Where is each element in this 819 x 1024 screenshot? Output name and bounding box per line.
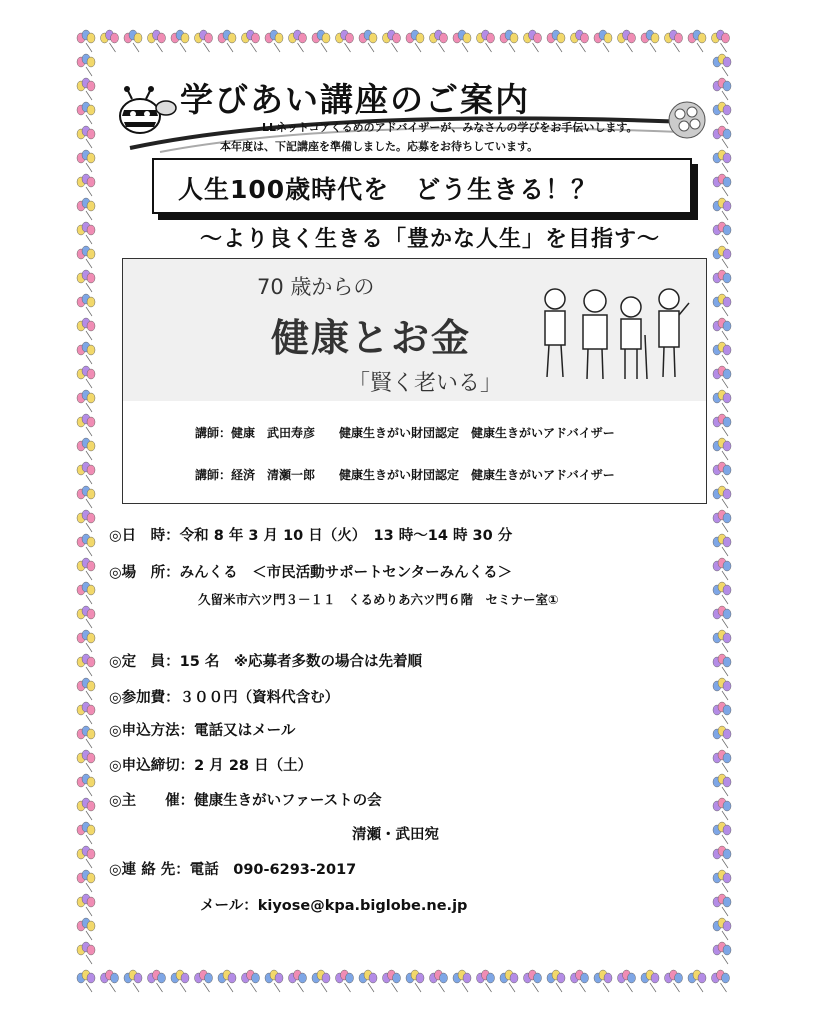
balloon-icon bbox=[712, 30, 730, 52]
balloon-icon bbox=[713, 822, 731, 844]
balloon-icon bbox=[77, 126, 95, 148]
balloon-icon bbox=[713, 678, 731, 700]
header-subtitle-1: LLネットコアくるめのアドバイザーが、みなさんの学びをお手伝いします。 bbox=[262, 121, 638, 134]
balloon-icon bbox=[289, 970, 307, 992]
balloon-icon bbox=[77, 678, 95, 700]
balloon-icon bbox=[77, 390, 95, 412]
balloon-icon bbox=[524, 970, 542, 992]
balloon-icon bbox=[312, 970, 330, 992]
balloon-icon bbox=[713, 246, 731, 268]
balloon-icon bbox=[77, 414, 95, 436]
balloon-icon bbox=[713, 222, 731, 244]
detail-host: ◎主 催：健康生きがいファーストの会 bbox=[109, 793, 382, 809]
course-card bbox=[122, 258, 707, 504]
detail-fee: ◎参加費：３００円（資料代含む） bbox=[109, 690, 340, 706]
detail-method: ◎申込方法：電話又はメール bbox=[109, 723, 296, 739]
balloon-icon bbox=[477, 970, 495, 992]
balloon-icon bbox=[547, 30, 565, 52]
balloon-icon bbox=[713, 486, 731, 508]
balloon-icon bbox=[713, 270, 731, 292]
balloon-icon bbox=[195, 30, 213, 52]
balloon-icon bbox=[500, 970, 518, 992]
balloon-icon bbox=[500, 30, 518, 52]
balloon-icon bbox=[77, 342, 95, 364]
balloon-icon bbox=[101, 970, 119, 992]
balloon-icon bbox=[665, 970, 683, 992]
balloon-icon bbox=[713, 798, 731, 820]
balloon-icon bbox=[524, 30, 542, 52]
balloon-icon bbox=[77, 798, 95, 820]
balloon-icon bbox=[77, 78, 95, 100]
balloon-icon bbox=[713, 774, 731, 796]
card-banner bbox=[123, 259, 706, 401]
balloon-icon bbox=[547, 970, 565, 992]
balloon-icon bbox=[242, 30, 260, 52]
balloon-icon bbox=[594, 30, 612, 52]
balloon-icon bbox=[171, 30, 189, 52]
detail-address: 久留米市六ツ門３－１１ くるめりあ六ツ門６階 セミナー室① bbox=[198, 592, 559, 607]
balloon-icon bbox=[688, 30, 706, 52]
balloon-icon bbox=[713, 846, 731, 868]
balloon-icon bbox=[124, 970, 142, 992]
balloon-icon bbox=[430, 970, 448, 992]
balloon-icon bbox=[383, 30, 401, 52]
balloon-icon bbox=[594, 970, 612, 992]
balloon-icon bbox=[618, 30, 636, 52]
people-illustration bbox=[535, 285, 695, 385]
balloon-icon bbox=[77, 582, 95, 604]
balloon-icon bbox=[312, 30, 330, 52]
headline-box bbox=[152, 158, 692, 214]
balloon-icon bbox=[477, 30, 495, 52]
balloon-icon bbox=[77, 198, 95, 220]
balloon-icon bbox=[713, 726, 731, 748]
balloon-icon bbox=[713, 198, 731, 220]
balloon-icon bbox=[641, 30, 659, 52]
balloon-icon bbox=[77, 246, 95, 268]
balloon-icon bbox=[77, 918, 95, 940]
header-subtitle-2: 本年度は、下記講座を準備しました。応募をお待ちしています。 bbox=[220, 140, 539, 153]
balloon-icon bbox=[77, 702, 95, 724]
detail-contact-phone: ◎連 絡 先：電話 090-6293-2017 bbox=[109, 862, 357, 878]
lecturer-health: 講師：健康 武田寿彦 健康生きがい財団認定 健康生きがいアドバイザー bbox=[195, 426, 615, 440]
balloon-icon bbox=[713, 582, 731, 604]
balloon-icon bbox=[218, 30, 236, 52]
balloon-icon bbox=[336, 30, 354, 52]
balloon-icon bbox=[265, 30, 283, 52]
balloon-icon bbox=[713, 870, 731, 892]
balloon-icon bbox=[77, 846, 95, 868]
balloon-icon bbox=[430, 30, 448, 52]
balloon-icon bbox=[77, 438, 95, 460]
detail-date: ◎日 時：令和 8 年 3 月 10 日（火） 13 時～14 時 30 分 bbox=[109, 528, 513, 544]
detail-deadline: ◎申込締切：2 月 28 日（土） bbox=[109, 758, 313, 774]
balloon-icon bbox=[713, 462, 731, 484]
balloon-icon bbox=[77, 774, 95, 796]
balloon-icon bbox=[641, 970, 659, 992]
balloon-icon bbox=[77, 894, 95, 916]
balloon-icon bbox=[713, 918, 731, 940]
balloon-icon bbox=[289, 30, 307, 52]
balloon-icon bbox=[77, 102, 95, 124]
card-age-label: 70 歳からの bbox=[257, 275, 375, 299]
balloon-icon bbox=[77, 630, 95, 652]
balloon-icon bbox=[713, 702, 731, 724]
balloon-icon bbox=[359, 30, 377, 52]
balloon-icon bbox=[713, 750, 731, 772]
balloon-icon bbox=[242, 970, 260, 992]
balloon-icon bbox=[265, 970, 283, 992]
balloon-icon bbox=[571, 970, 589, 992]
balloon-icon bbox=[77, 822, 95, 844]
detail-contact-mail: メール：kiyose@kpa.biglobe.ne.jp bbox=[200, 898, 468, 914]
balloon-icon bbox=[713, 390, 731, 412]
balloon-icon bbox=[713, 534, 731, 556]
balloon-icon bbox=[77, 222, 95, 244]
balloon-icon bbox=[77, 534, 95, 556]
balloon-icon bbox=[688, 970, 706, 992]
balloon-icon bbox=[77, 486, 95, 508]
card-main-title: 健康とお金 bbox=[271, 316, 472, 360]
balloon-icon bbox=[77, 150, 95, 172]
balloon-icon bbox=[77, 462, 95, 484]
balloon-icon bbox=[713, 414, 731, 436]
balloon-icon bbox=[77, 970, 95, 992]
detail-capacity: ◎定 員：15 名 ※応募者多数の場合は先着順 bbox=[109, 654, 422, 670]
balloon-icon bbox=[195, 970, 213, 992]
balloon-icon bbox=[77, 510, 95, 532]
balloon-icon bbox=[336, 970, 354, 992]
balloon-icon bbox=[713, 894, 731, 916]
balloon-icon bbox=[713, 366, 731, 388]
balloon-icon bbox=[713, 54, 731, 76]
balloon-icon bbox=[713, 174, 731, 196]
balloon-icon bbox=[665, 30, 683, 52]
tagline: ～より良く生きる「豊かな人生」を目指す～ bbox=[200, 227, 661, 252]
balloon-icon bbox=[77, 30, 95, 52]
balloon-icon bbox=[359, 970, 377, 992]
balloon-icon bbox=[406, 970, 424, 992]
page-title: 学びあい講座のご案内 bbox=[180, 80, 530, 119]
balloon-icon bbox=[713, 294, 731, 316]
balloon-icon bbox=[77, 942, 95, 964]
card-sub-title: 「賢く老いる」 bbox=[348, 371, 503, 396]
balloon-icon bbox=[77, 726, 95, 748]
balloon-icon bbox=[453, 30, 471, 52]
balloon-icon bbox=[571, 30, 589, 52]
balloon-icon bbox=[713, 318, 731, 340]
balloon-icon bbox=[218, 970, 236, 992]
balloon-icon bbox=[171, 970, 189, 992]
balloon-icon bbox=[77, 270, 95, 292]
balloon-icon bbox=[124, 30, 142, 52]
balloon-icon bbox=[77, 174, 95, 196]
balloon-icon bbox=[77, 558, 95, 580]
balloon-icon bbox=[713, 150, 731, 172]
detail-place: ◎場 所：みんくる ＜市民活動サポートセンターみんくる＞ bbox=[109, 565, 513, 581]
balloon-icon bbox=[453, 970, 471, 992]
balloon-icon bbox=[713, 342, 731, 364]
headline-text: 人生100歳時代を どう生きる！？ bbox=[178, 175, 598, 204]
balloon-icon bbox=[406, 30, 424, 52]
balloon-icon bbox=[101, 30, 119, 52]
balloon-icon bbox=[713, 102, 731, 124]
balloon-icon bbox=[713, 606, 731, 628]
balloon-icon bbox=[383, 970, 401, 992]
balloon-icon bbox=[713, 78, 731, 100]
balloon-icon bbox=[77, 54, 95, 76]
detail-host-names: 清瀬・武田宛 bbox=[352, 827, 439, 843]
balloon-icon bbox=[148, 30, 166, 52]
balloon-icon bbox=[713, 558, 731, 580]
balloon-icon bbox=[713, 942, 731, 964]
lecturer-economy: 講師：経済 清瀬一郎 健康生きがい財団認定 健康生きがいアドバイザー bbox=[195, 468, 615, 482]
balloon-icon bbox=[77, 366, 95, 388]
balloon-icon bbox=[712, 970, 730, 992]
balloon-icon bbox=[713, 126, 731, 148]
balloon-icon bbox=[77, 294, 95, 316]
balloon-icon bbox=[618, 970, 636, 992]
balloon-icon bbox=[713, 630, 731, 652]
balloon-icon bbox=[713, 654, 731, 676]
balloon-icon bbox=[713, 438, 731, 460]
balloon-icon bbox=[77, 870, 95, 892]
balloon-icon bbox=[713, 510, 731, 532]
balloon-icon bbox=[77, 654, 95, 676]
balloon-icon bbox=[77, 750, 95, 772]
balloon-icon bbox=[148, 970, 166, 992]
flower-icon bbox=[662, 90, 712, 150]
balloon-icon bbox=[77, 606, 95, 628]
balloon-icon bbox=[77, 318, 95, 340]
